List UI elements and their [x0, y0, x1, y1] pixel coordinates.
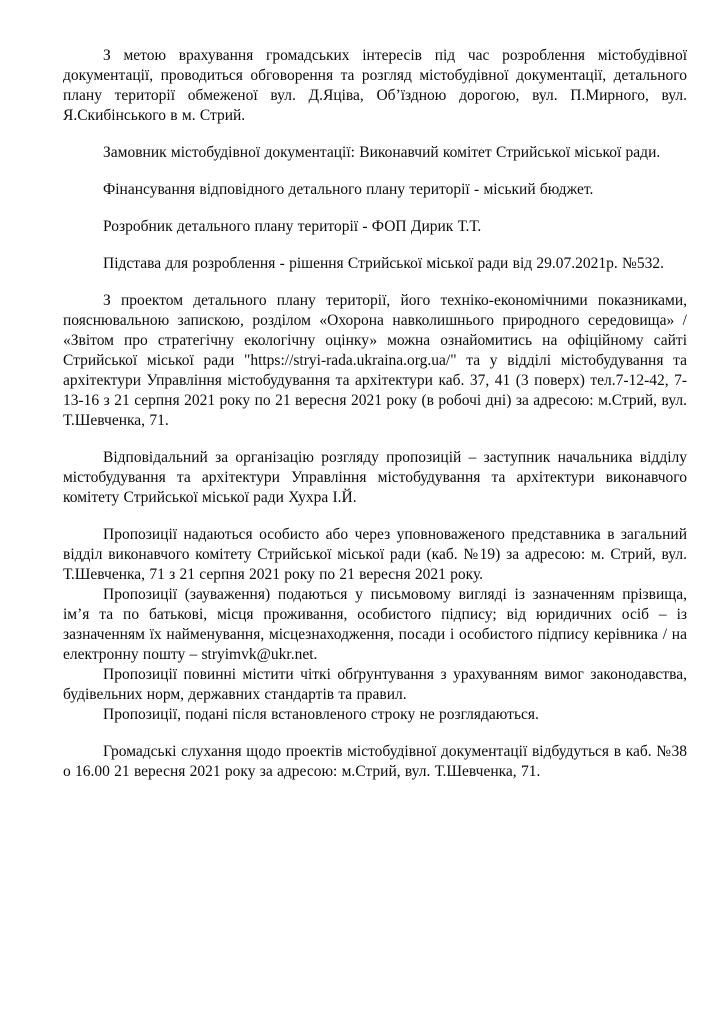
para-developer: Розробник детального плану території - ФОП Дирик Т.Т.: [103, 218, 482, 235]
para-customer: Замовник містобудівної документації: Виконавчий комітет Стрийської міської ради.: [103, 144, 661, 161]
para-responsible: Відповідальний за організацію розгляду пропозицій – заступник начальника відділу містобудування та архітектури Управління містобудування та архітектури виконавчого комітету Стрийської міської ради Хухра І.Й.: [63, 449, 687, 506]
para-basis: Підстава для розроблення - рішення Стрийської міської ради від 29.07.2021р. №532.: [103, 255, 664, 272]
para-proposals-written-form: Пропозиції (зауваження) подаються у письмовому вигляді із зазначенням прізвища, ім’я та по батькові, місця проживання, особистого підпису; від юридичних осіб – із зазначенням їх найменування, місцезнаходження, посади і особистого підпису керівника / на електронну пошту – stryimvk@ukr.net.: [63, 586, 687, 663]
para-public-hearing: Громадські слухання щодо проектів містобудівної документації відбудуться в каб. №38 о 16.00 21 вересня 2021 року за адресою: м.Стрий, вул. Т.Шевченка, 71.: [63, 743, 687, 780]
para-purpose: З метою врахування громадських інтересів під час розроблення містобудівної документації, проводиться обговорення та розгляд містобудівної документації, детального плану території обмеженої вул. Д.Яціва, Об’їздною дорогою, вул. П.Мирного, вул. Я.Скибінського в м. Стрий.: [63, 47, 687, 124]
para-proposals-deadline: Пропозиції, подані після встановленого строку не розглядаються.: [103, 706, 539, 723]
para-funding: Фінансування відповідного детального плану території - міський бюджет.: [103, 181, 594, 198]
para-proposals-submission: Пропозиції надаються особисто або через уповноваженого представника в загальний відділ виконавчого комітету Стрийської міської ради (каб. №19) за адресою: м. Стрий, вул. Т.Шевченка, 71 з 21 серпня 2021 року по 21 вересня 2021 року.: [63, 526, 687, 583]
para-proposals-requirements: Пропозиції повинні містити чіткі обґрунтування з урахуванням вимог законодавства, будівельних норм, державних стандартів та правил.: [63, 666, 687, 703]
para-review-info: З проектом детального плану території, його техніко-економічними показниками, пояснювальною запискою, розділом «Охорона навколишнього природного середовища» / «Звітом про стратегічну екологічну оцінку» можна ознайомитись на офіційному сайті Стрийської міської ради "https://stryi-rada.ukraina.org.ua/" та у відділі містобудування та архітектури Управління містобудування та архітектури каб. 37, 41 (3 поверх) тел.7-12-42, 7-13-16 з 21 серпня 2021 року по 21 вересня 2021 року (в робочі дні) за адресою: м.Стрий, вул. Т.Шевченка, 71.: [63, 292, 687, 429]
